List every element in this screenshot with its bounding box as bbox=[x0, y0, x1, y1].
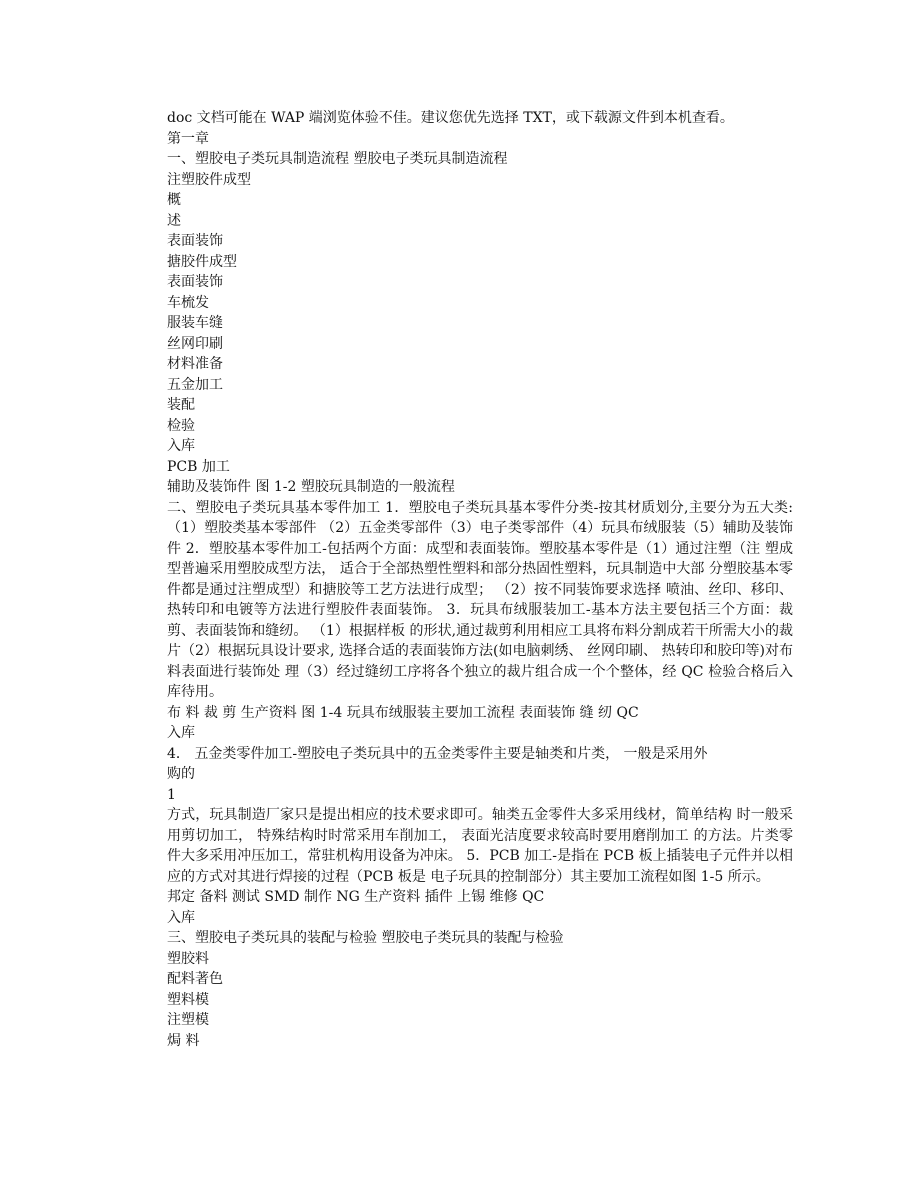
flow-4-item: 塑胶料 bbox=[167, 950, 209, 967]
flow-1-item: 材料准备 bbox=[167, 356, 223, 372]
flow-3-line: 邦定 备料 测试 SMD 制作 NG 生产资料 插件 上锡 维修 QC bbox=[167, 889, 545, 905]
flow-4-item: 配料著色 bbox=[167, 971, 223, 987]
flow-2-line: 布 料 裁 剪 生产资料 图 1-4 玩具布绒服装主要加工流程 表面装饰 缝 纫 QC bbox=[167, 704, 639, 721]
section-4-line-1: 4． 五金类零件加工-塑胶电子类玩具中的五金类零件主要是轴类和片类， 一般是采用外 bbox=[167, 745, 708, 762]
chapter-heading: 第一章 bbox=[167, 130, 209, 147]
section-2-paragraph: 二、塑胶电子类玩具基本零件加工 1．塑胶电子类玩具基本零件分类-按其材质划分,主要分为五大类:（1）塑胶类基本零部件 （2）五金类零部件（3）电子类零部件（4）玩具布绒服装（5）辅助及装饰件 2．塑胶基本零件加工-包括两个方面：成型和表面装饰。塑胶基本零件是（1）通过注塑（注 塑成型普遍采用塑胶成型方法， 适合于全部热塑性塑料和部分热固性塑料，玩具制造中大部 分塑胶基本零件都是通过注塑成型）和搪胶等工艺方法进行成型； （2）按不同装饰要求选择 喷油、丝印、移印、热转印和电镀等方法进行塑胶件表面装饰。 3．玩具布绒服装加工-基本方法主要包括三个方面：裁剪、表面装饰和缝纫。 （1）根据样板 的形状,通过裁剪利用相应工具将布料分割成若干所需大小的裁片（2）根据玩具设计要求, 选择合适的表面装饰方法(如电脑刺绣、 丝网印刷、 热转印和胶印等)对布料表面进行装饰处 理（3）经过缝纫工序将各个独立的裁片组合成一个个整体，经 QC 检验合格后入库待用。 bbox=[167, 499, 793, 700]
section-4-line-2: 购的 bbox=[167, 766, 195, 782]
flow-1-item: 表面装饰 bbox=[167, 233, 223, 249]
flow-1-item: 概 bbox=[167, 192, 181, 208]
flow-1-item: 五金加工 bbox=[167, 376, 223, 393]
flow-1-item: 述 bbox=[167, 212, 181, 229]
flow-1-item: 装配 bbox=[167, 397, 195, 413]
flow-3-end: 入库 bbox=[167, 909, 195, 926]
flow-4-item: 焗 料 bbox=[167, 1032, 200, 1049]
flow-1-item: PCB 加工 bbox=[167, 458, 230, 475]
flow-1-item: 入库 bbox=[167, 438, 195, 454]
flow-1-item: 检验 bbox=[167, 417, 195, 434]
flow-1-item: 注塑胶件成型 bbox=[167, 171, 251, 188]
flow-1-item: 丝网印刷 bbox=[167, 335, 223, 352]
document-page bbox=[167, 108, 793, 1051]
flow-4-list bbox=[167, 949, 793, 1052]
section-3-title: 三、塑胶电子类玩具的装配与检验 塑胶电子类玩具的装配与检验 bbox=[167, 930, 564, 946]
flow-1-caption: 辅助及装饰件 图 1-2 塑胶玩具制造的一般流程 bbox=[167, 479, 455, 495]
flow-1-item: 搪胶件成型 bbox=[167, 253, 237, 270]
flow-1-list bbox=[167, 170, 793, 498]
flow-1-item: 表面装饰 bbox=[167, 274, 223, 290]
page-number: 1 bbox=[167, 786, 176, 803]
section-1-title: 一、塑胶电子类玩具制造流程 塑胶电子类玩具制造流程 bbox=[167, 151, 508, 167]
flow-1-item: 车梳发 bbox=[167, 294, 209, 311]
flow-1-item: 服装车缝 bbox=[167, 315, 223, 331]
flow-4-item: 塑料模 bbox=[167, 991, 209, 1008]
flow-4-item: 注塑模 bbox=[167, 1012, 209, 1028]
notice-line: doc 文档可能在 WAP 端浏览体验不佳。建议您优先选择 TXT，或下载源文件到本机查看。 bbox=[167, 110, 734, 126]
section-4-paragraph: 方式，玩具制造厂家只是提出相应的技术要求即可。轴类五金零件大多采用线材，简单结构 时一般采用剪切加工， 特殊结构时时常采用车削加工， 表面光洁度要求较高时要用磨削加工 的方法。片类零件大多采用冲压加工，常驻机构用设备为冲床。 5．PCB 加工-是指在 PCB 板上插装电子元件并以相应的方式对其进行焊接的过程（PCB 板是 电子玩具的控制部分）其主要加工流程如图 1-5 所示。 bbox=[167, 807, 793, 885]
flow-2-end: 入库 bbox=[167, 725, 195, 741]
